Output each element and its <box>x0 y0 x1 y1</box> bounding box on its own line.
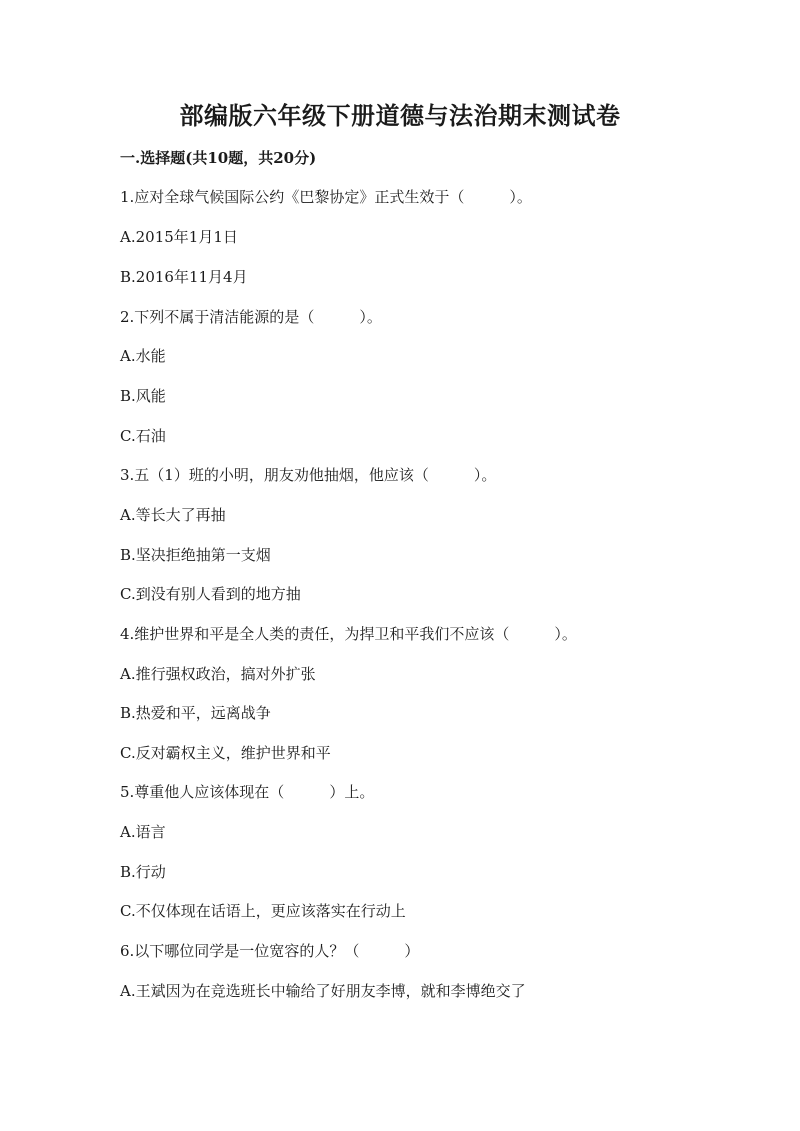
question-option: C.反对霸权主义，维护世界和平 <box>120 744 331 762</box>
question-option: C.不仅体现在话语上，更应该落实在行动上 <box>120 902 406 920</box>
question-stem: 4.维护世界和平是全人类的责任，为捍卫和平我们不应该（ ）。 <box>120 625 577 643</box>
page-title: 部编版六年级下册道德与法治期末测试卷 <box>179 101 621 130</box>
question-stem: 1.应对全球气候国际公约《巴黎协定》正式生效于（ ）。 <box>120 188 532 206</box>
question-stem: 6.以下哪位同学是一位宽容的人？（ ） <box>120 942 420 960</box>
question-option: A.王斌因为在竞选班长中输给了好朋友李博，就和李博绝交了 <box>120 982 526 1000</box>
question-option: B.2016年11月4月 <box>120 268 248 286</box>
question-option: A.水能 <box>120 347 166 365</box>
question-option: B.风能 <box>120 387 166 405</box>
question-stem: 5.尊重他人应该体现在（ ）上。 <box>120 783 375 801</box>
question-option: A.2015年1月1日 <box>120 228 238 246</box>
section-header: 一.选择题(共10题，共20分) <box>120 149 317 167</box>
question-option: A.推行强权政治，搞对外扩张 <box>120 665 316 683</box>
question-option: B.热爱和平，远离战争 <box>120 704 271 722</box>
question-option: A.等长大了再抽 <box>120 506 226 524</box>
question-stem: 3.五（1）班的小明，朋友劝他抽烟，他应该（ ）。 <box>120 466 497 484</box>
question-option: B.行动 <box>120 863 166 881</box>
question-option: C.石油 <box>120 427 166 445</box>
question-option: B.坚决拒绝抽第一支烟 <box>120 546 271 564</box>
question-stem: 2.下列不属于清洁能源的是（ ）。 <box>120 308 382 326</box>
question-option: C.到没有别人看到的地方抽 <box>120 585 301 603</box>
question-option: A.语言 <box>120 823 166 841</box>
